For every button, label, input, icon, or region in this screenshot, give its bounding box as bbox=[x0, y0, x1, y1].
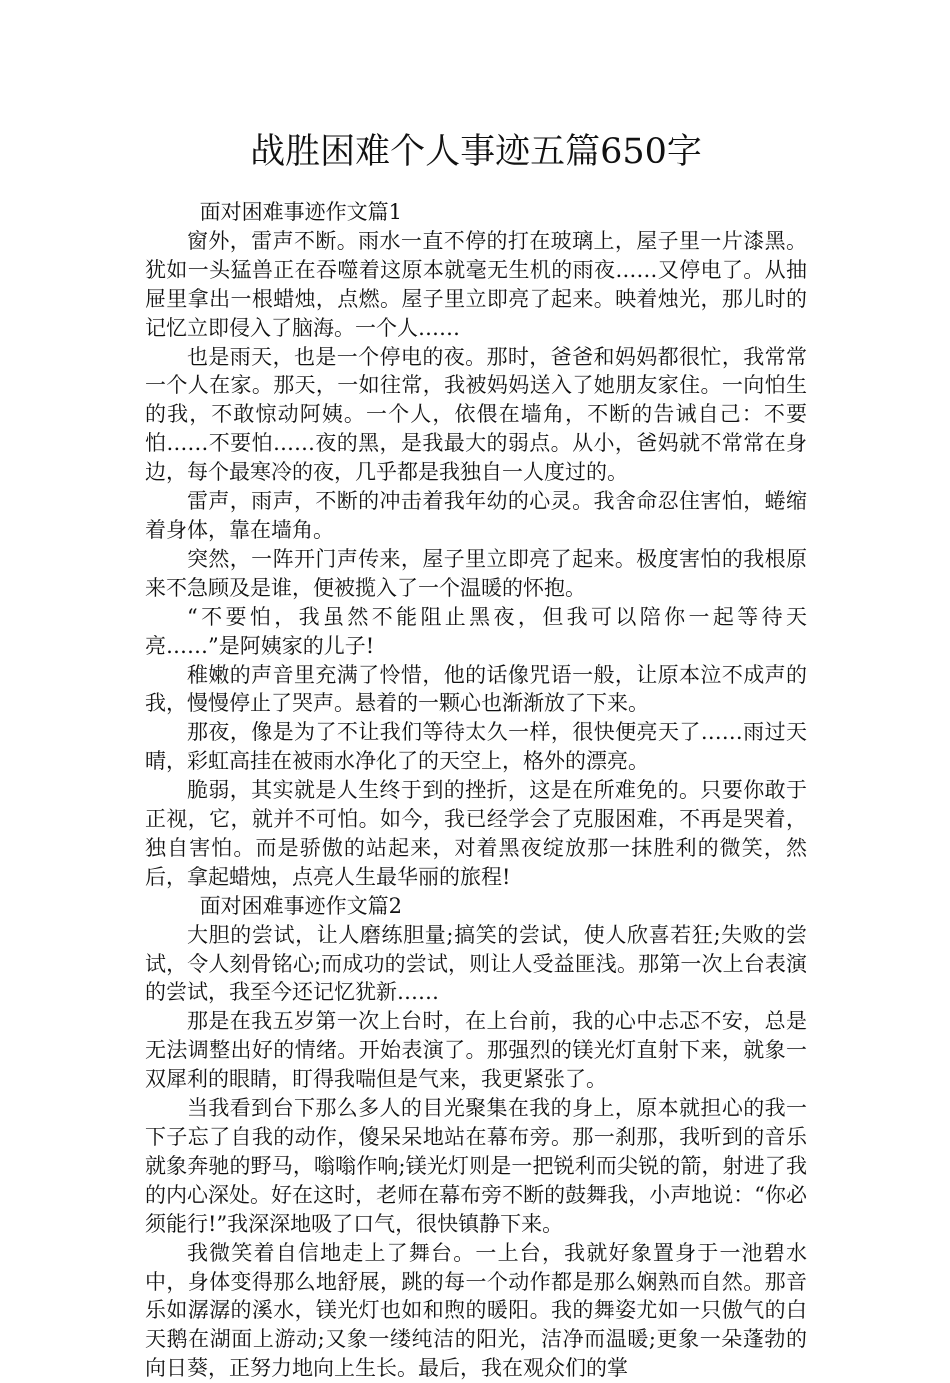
document-page bbox=[145, 128, 807, 1383]
body-paragraph: 也是雨天，也是一个停电的夜。那时，爸爸和妈妈都很忙，我常常一个人在家。那天，一如往常，我被妈妈送入了她朋友家住。一向怕生的我，不敢惊动阿姨。一个人，依偎在墙角，不断的告诫自己：不要怕……不要怕……夜的黑，是我最大的弱点。从小，爸妈就不常常在身边，每个最寒冷的夜，几乎都是我独自一人度过的。 bbox=[145, 344, 807, 485]
body-paragraph: 大胆的尝试，让人磨练胆量;搞笑的尝试，使人欣喜若狂;失败的尝试，令人刻骨铭心;而成功的尝试，则让人受益匪浅。那第一次上台表演的尝试，我至今还记忆犹新…… bbox=[145, 922, 807, 1005]
section-heading: 面对困难事迹作文篇2 bbox=[199, 893, 402, 918]
body-paragraph: “不要怕，我虽然不能阻止黑夜，但我可以陪你一起等待天亮……”是阿姨家的儿子! bbox=[145, 604, 807, 658]
document-title: 战胜困难个人事迹五篇650字 bbox=[250, 132, 702, 172]
document-body bbox=[145, 198, 807, 1383]
body-paragraph: 那夜，像是为了不让我们等待太久一样，很快便亮天了……雨过天晴，彩虹高挂在被雨水净化了的天空上，格外的漂亮。 bbox=[145, 720, 807, 774]
body-paragraph: 我微笑着自信地走上了舞台。一上台，我就好象置身于一池碧水中，身体变得那么地舒展，跳的每一个动作都是那么娴熟而自然。那音乐如潺潺的溪水，镁光灯也如和煦的暖阳。我的舞姿尤如一只傲气的白天鹅在湖面上游动;又象一缕纯洁的阳光，洁净而温暖;更象一朵蓬勃的向日葵，正努力地向上生长。最后，我在观众们的掌 bbox=[145, 1240, 807, 1381]
section-heading: 面对困难事迹作文篇1 bbox=[199, 200, 402, 224]
body-paragraph: 当我看到台下那么多人的目光聚集在我的身上，原本就担心的我一下子忘了自我的动作，傻呆呆地站在幕布旁。那一刹那，我听到的音乐就象奔驰的野马，嗡嗡作响;镁光灯则是一把锐利而尖锐的箭，射进了我的内心深处。好在这时，老师在幕布旁不断的鼓舞我，小声地说：“你必须能行!”我深深地吸了口气，很快镇静下来。 bbox=[145, 1096, 807, 1236]
body-paragraph: 稚嫩的声音里充满了怜惜，他的话像咒语一般，让原本泣不成声的我，慢慢停止了哭声。悬着的一颗心也渐渐放了下来。 bbox=[145, 662, 807, 716]
body-paragraph: 脆弱，其实就是人生终于到的挫折，这是在所难免的。只要你敢于正视，它，就并不可怕。如今，我已经学会了克服困难，不再是哭着，独自害怕。而是骄傲的站起来，对着黑夜绽放那一抹胜利的微笑，然后，拿起蜡烛，点亮人生最华丽的旅程! bbox=[145, 778, 807, 889]
body-paragraph: 突然，一阵开门声传来，屋子里立即亮了起来。极度害怕的我根原来不急顾及是谁，便被揽入了一个温暖的怀抱。 bbox=[145, 546, 807, 600]
body-paragraph: 窗外，雷声不断。雨水一直不停的打在玻璃上，屋子里一片漆黑。犹如一头猛兽正在吞噬着这原本就毫无生机的雨夜……又停电了。从抽屉里拿出一根蜡烛，点燃。屋子里立即亮了起来。映着烛光，那儿时的记忆立即侵入了脑海。一个人…… bbox=[145, 228, 807, 340]
body-paragraph: 雷声，雨声，不断的冲击着我年幼的心灵。我舍命忍住害怕，蜷缩着身体，靠在墙角。 bbox=[145, 489, 807, 542]
body-paragraph: 那是在我五岁第一次上台时，在上台前，我的心中忐忑不安，总是无法调整出好的情绪。开始表演了。那强烈的镁光灯直射下来，就象一双犀利的眼睛，盯得我喘但是气来，我更紧张了。 bbox=[145, 1009, 807, 1092]
